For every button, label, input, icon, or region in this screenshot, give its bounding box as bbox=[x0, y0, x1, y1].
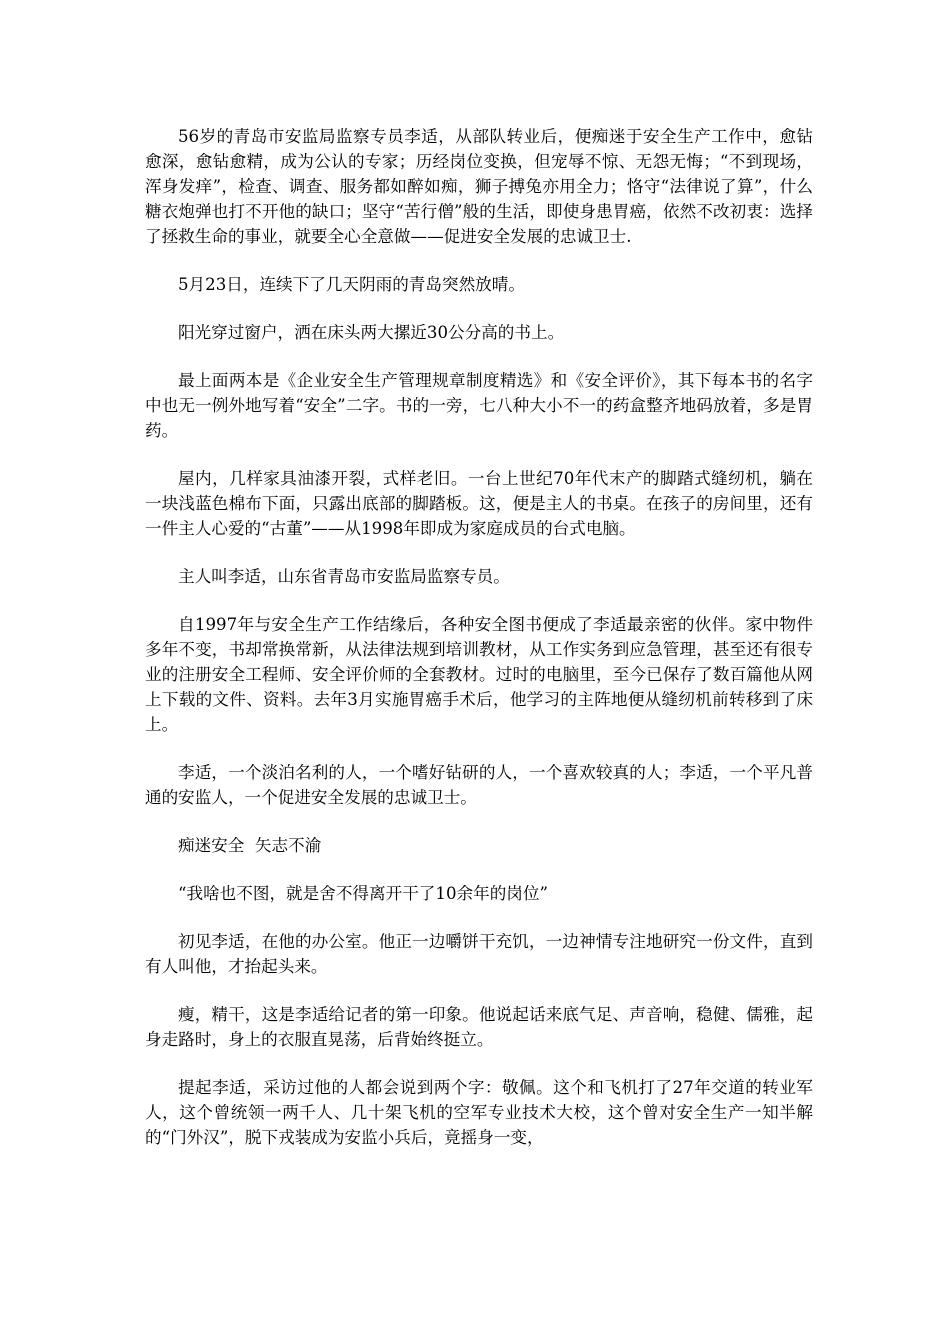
paragraph-books: 最上面两本是《企业安全生产管理规章制度精选》和《安全评价》，其下每本书的名字中也无一例外地写着“安全”二字。书的一旁，七八种大小不一的药盒整齐地码放着，多是胃药。 bbox=[145, 371, 813, 440]
document-page bbox=[145, 124, 813, 1173]
paragraph-date: 5月23日，连续下了几天阴雨的青岛突然放晴。 bbox=[178, 275, 525, 294]
section-heading: 痴迷安全 矢志不渝 bbox=[178, 836, 322, 855]
paragraph-room: 屋内，几样家具油漆开裂，式样老旧。一台上世纪70年代末产的脚踏式缝纫机，躺在一块浅蓝色棉布下面，只露出底部的脚踏板。这，便是主人的书桌。在孩子的房间里，还有一件主人心爱的“古董”——从1998年即成为家庭成员的台式电脑。 bbox=[145, 469, 813, 538]
paragraph-owner: 主人叫李适，山东省青岛市安监局监察专员。 bbox=[178, 567, 510, 586]
paragraph-intro: 56岁的青岛市安监局监察专员李适，从部队转业后，便痴迷于安全生产工作中，愈钻愈深，愈钻愈精，成为公认的专家；历经岗位变换，但宠辱不惊、无怨无悔；“不到现场，浑身发痒”，检查、调查、服务都如醉如痴，狮子搏兔亦用全力；恪守“法律说了算”，什么糖衣炮弹也打不开他的缺口；坚守“苦行僧”般的生活，即使身患胃癌，依然不改初衷：选择了拯救生命的事业，就要全心全意做——促进安全发展的忠诚卫士. bbox=[145, 127, 813, 246]
paragraph-first-meeting: 初见李适，在他的办公室。他正一边嚼饼干充饥，一边神情专注地研究一份文件，直到有人叫他，才抬起头来。 bbox=[145, 932, 813, 976]
paragraph-impression: 瘦，精干，这是李适给记者的第一印象。他说起话来底气足、声音响，稳健、儒雅，起身走路时，身上的衣服直晃荡，后背始终挺立。 bbox=[145, 1005, 813, 1049]
paragraph-character: 李适，一个淡泊名利的人，一个嗜好钻研的人，一个喜欢较真的人；李适，一个平凡普通的安监人，一个促进安全发展的忠诚卫士。 bbox=[145, 763, 813, 807]
paragraph-respect: 提起李适，采访过他的人都会说到两个字：敬佩。这个和飞机打了27年交道的转业军人，这个曾统领一两千人、几十架飞机的空军专业技术大校，这个曾对安全生产一知半解的“门外汉”，脱下戎装成为安监小兵后，竟摇身一变， bbox=[145, 1078, 813, 1147]
paragraph-study: 自1997年与安全生产工作结缘后，各种安全图书便成了李适最亲密的伙伴。家中物件多年不变，书却常换常新，从法律法规到培训教材，从工作实务到应急管理，甚至还有很专业的注册安全工程师、安全评价师的全套教材。过时的电脑里，至今已保存了数百篇他从网上下载的文件、资料。去年3月实施胃癌手术后，他学习的主阵地便从缝纫机前转移到了床上。 bbox=[145, 615, 813, 734]
paragraph-sunlight: 阳光穿过窗户，洒在床头两大摞近30公分高的书上。 bbox=[178, 323, 565, 342]
section-subheading-quote: “我啥也不图，就是舍不得离开干了10余年的岗位” bbox=[178, 884, 548, 903]
